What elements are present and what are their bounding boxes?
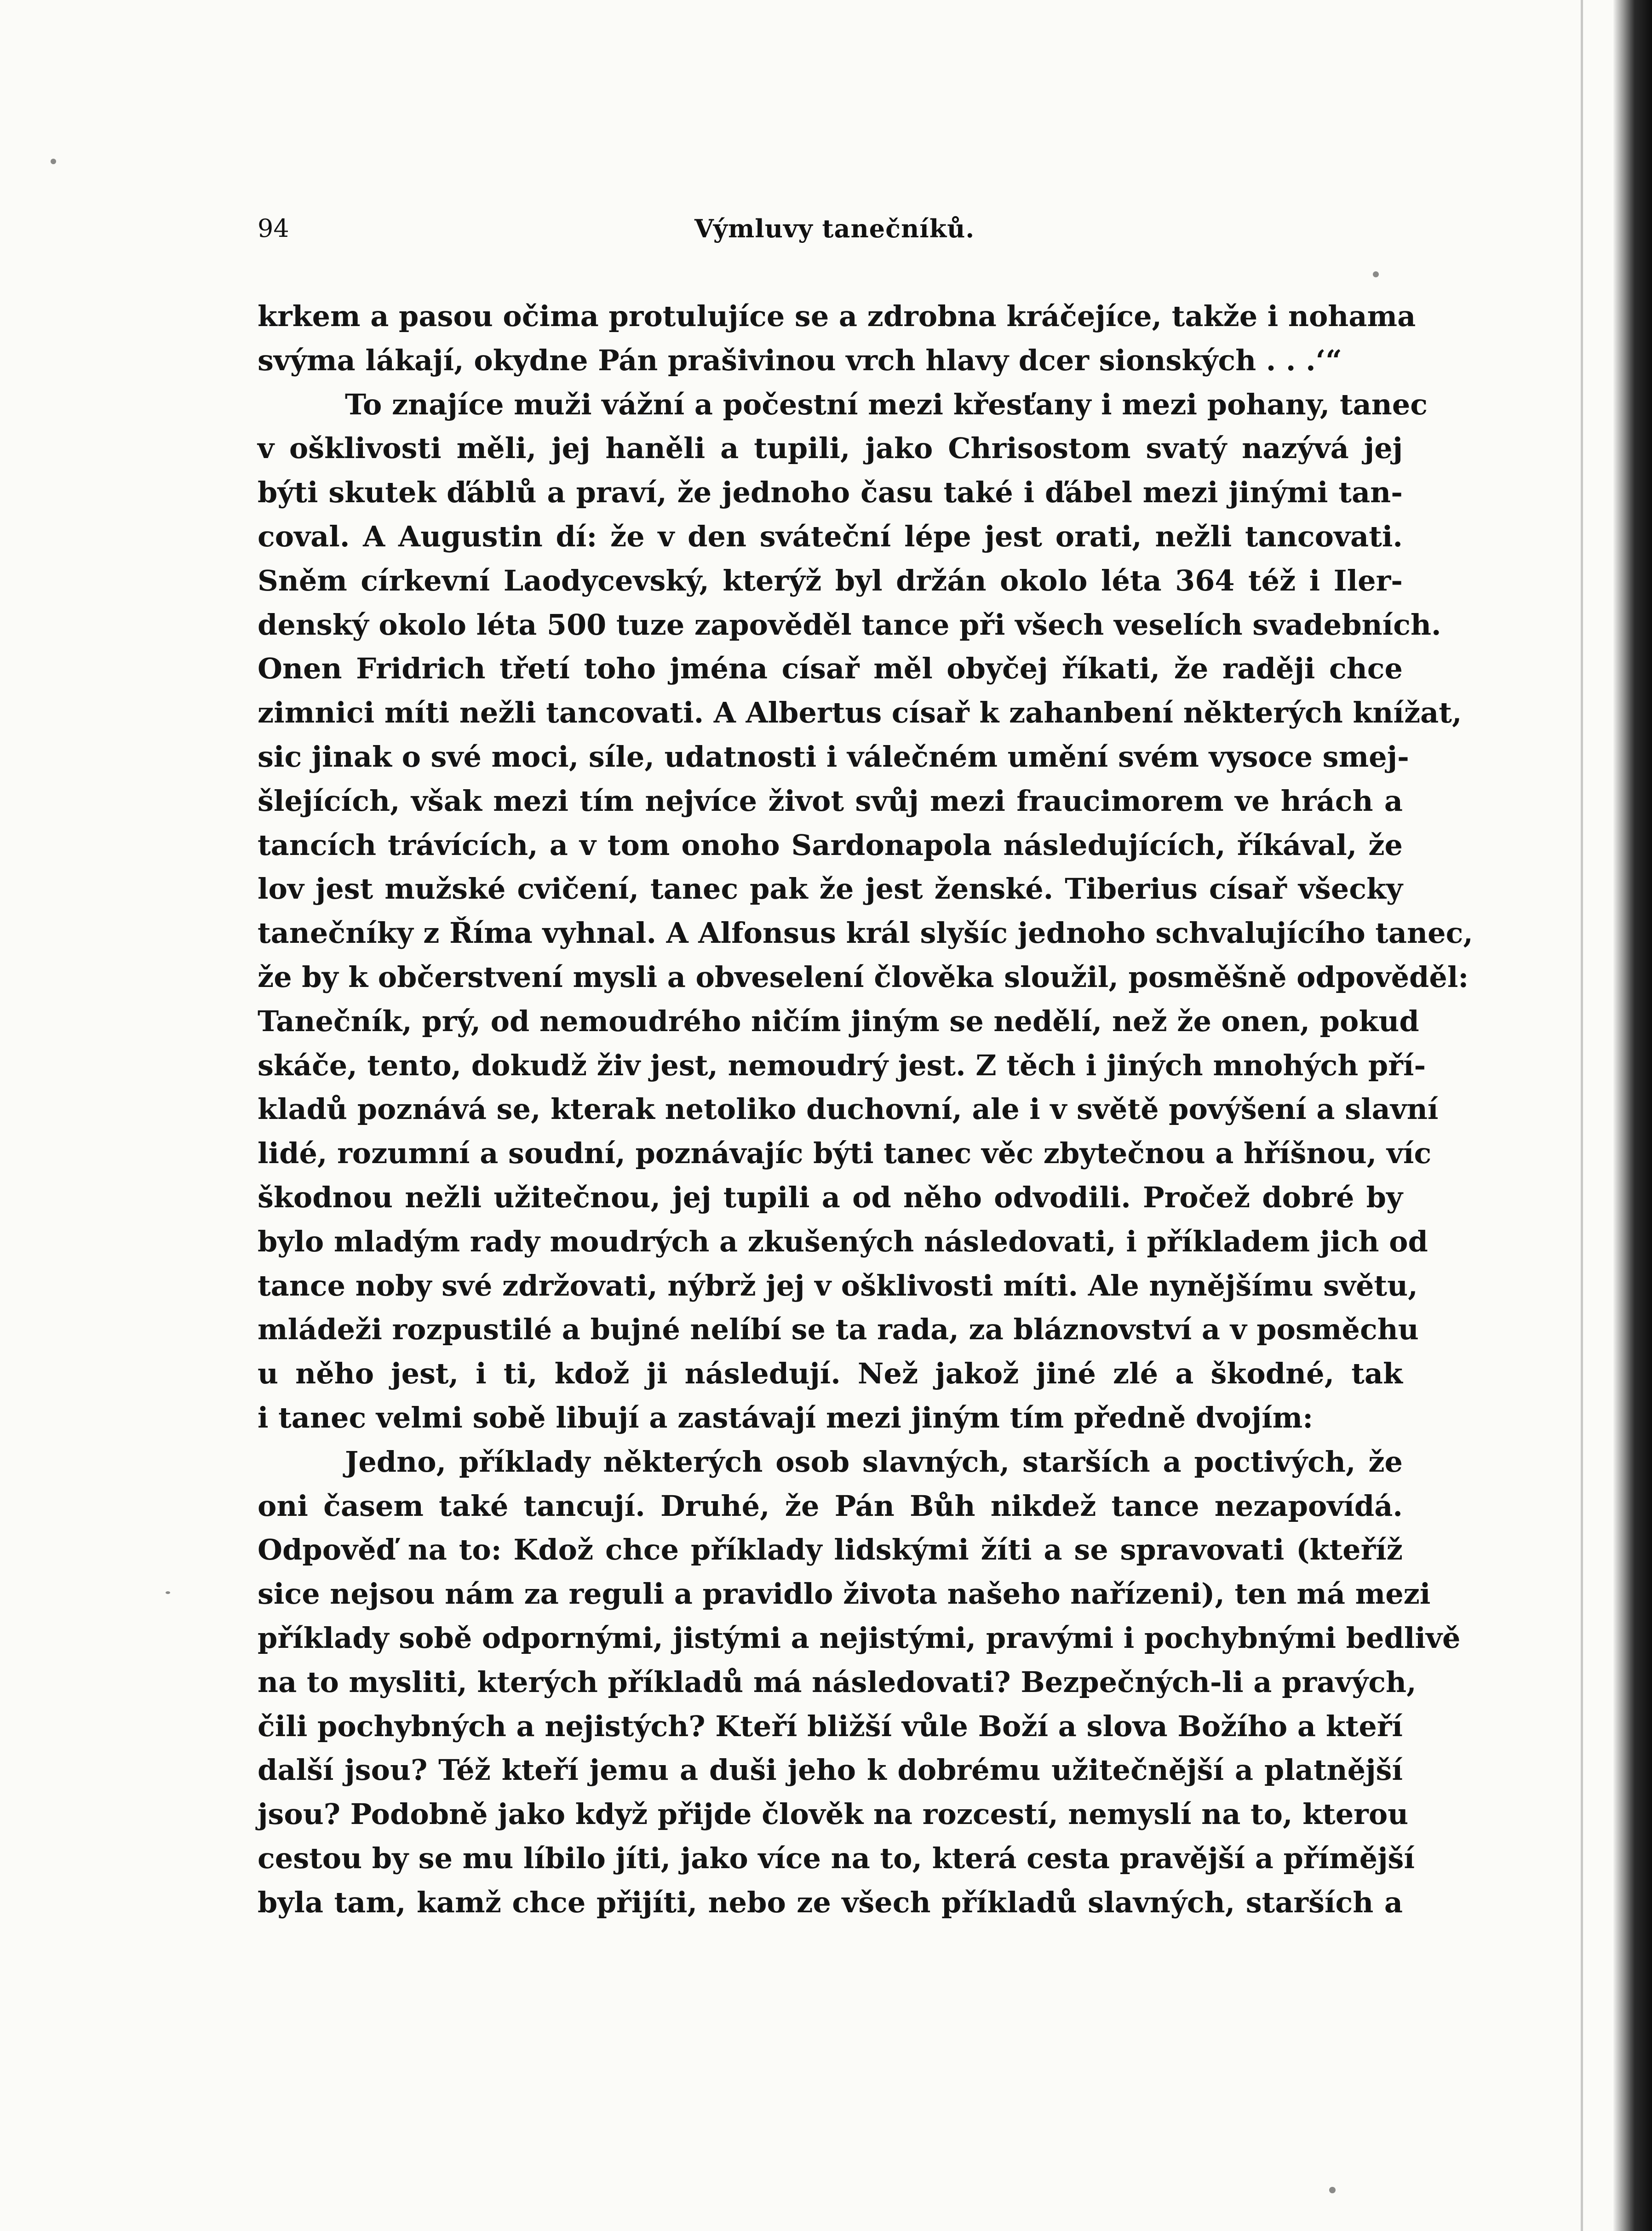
text-line: šlejících, však mezi tím nejvíce život svůj mezi fraucimorem ve hrách a (258, 784, 1403, 818)
text-line: sic jinak o své moci, síle, udatnosti i válečném umění svém vysoce smej- (258, 740, 1409, 774)
text-line: svýma lákají, okydne Pán prašivinou vrch hlavy dcer sionských . . .‘“ (258, 343, 1342, 377)
text-line: sice nejsou nám za reguli a pravidlo života našeho nařízeni), ten má mezi (258, 1577, 1431, 1611)
scan-speck (1329, 2187, 1336, 2193)
text-line: lov jest mužské cvičení, tanec pak že jest ženské. Tiberius císař všecky (258, 872, 1403, 906)
text-line: zimnici míti nežli tancovati. A Albertus císař k zahanbení některých knížat, (258, 696, 1462, 730)
text-line: lidé, rozumní a soudní, poznávajíc býti tanec věc zbytečnou a hříšnou, víc (258, 1136, 1432, 1170)
text-line: tancích trávících, a v tom onoho Sardonapola následujících, říkával, že (258, 828, 1403, 862)
page-header (258, 205, 1407, 255)
text-line: Odpověď na to: Kdož chce příklady lidskými žíti a se spravovati (kteříž (258, 1533, 1403, 1567)
text-line: skáče, tento, dokudž živ jest, nemoudrý jest. Z těch i jiných mnohých pří- (258, 1048, 1426, 1082)
text-line: Jedno, příklady některých osob slavných, starších a poctivých, že (345, 1445, 1403, 1479)
text-line: tanečníky z Říma vyhnal. A Alfonsus král slyšíc jednoho schvalujícího tanec, (258, 916, 1473, 950)
text-line: tance noby své zdržovati, nýbrž jej v ošklivosti míti. Ale nynějšímu světu, (258, 1268, 1418, 1302)
scan-speck (1373, 271, 1379, 277)
text-line: na to mysliti, kterých příkladů má následovati? Bezpečných-li a pravých, (258, 1665, 1417, 1699)
scan-speck (166, 1591, 170, 1594)
text-line: další jsou? Též kteří jemu a duši jeho k dobrému užitečnější a platnější (258, 1753, 1403, 1787)
text-line: škodnou nežli užitečnou, jej tupili a od něho odvodili. Pročež dobré by (258, 1180, 1403, 1214)
text-line: Sněm církevní Laodycevský, kterýž byl držán okolo léta 364 též i Iler- (258, 563, 1403, 597)
text-line: i tanec velmi sobě libují a zastávají mezi jiným tím předně dvojím: (258, 1400, 1314, 1434)
text-line: u něho jest, i ti, kdož ji následují. Než jakož jiné zlé a škodné, tak (258, 1357, 1403, 1391)
text-line: To znajíce muži vážní a počestní mezi křesťany i mezi pohany, tanec (345, 387, 1428, 421)
scan-speck (51, 159, 56, 164)
scan-edge-shadow (1613, 0, 1652, 2231)
text-line: oni časem také tancují. Druhé, že Pán Bůh nikdež tance nezapovídá. (258, 1489, 1403, 1523)
page-number: 94 (258, 214, 289, 243)
text-line: příklady sobě odpornými, jistými a nejistými, pravými i pochybnými bedlivě (258, 1621, 1461, 1655)
text-line: Tanečník, prý, od nemoudrého ničím jiným se nedělí, než že onen, pokud (258, 1004, 1419, 1038)
text-line: byla tam, kamž chce přijíti, nebo ze všech příkladů slavných, starších a (258, 1885, 1403, 1919)
text-line: Onen Fridrich třetí toho jména císař měl obyčej říkati, že raději chce (258, 652, 1403, 686)
text-line: coval. A Augustin dí: že v den sváteční lépe jest orati, nežli tancovati. (258, 519, 1403, 553)
scan-border-line (1581, 0, 1583, 2231)
text-line: bylo mladým rady moudrých a zkušených následovati, i příkladem jich od (258, 1224, 1428, 1258)
text-line: jsou? Podobně jako když přijde člověk na rozcestí, nemyslí na to, kterou (258, 1797, 1409, 1831)
text-line: býti skutek ďáblů a praví, že jednoho času také i ďábel mezi jinými tan- (258, 476, 1403, 510)
text-line: že by k občerstvení mysli a obveselení člověka sloužil, posměšně odpověděl: (258, 960, 1469, 994)
text-line: v ošklivosti měli, jej haněli a tupili, jako Chrisostom svatý nazývá jej (258, 431, 1403, 465)
text-line: denský okolo léta 500 tuze zapověděl tance při všech veselích svadebních. (258, 608, 1441, 642)
text-line: mládeži rozpustilé a bujné nelíbí se ta rada, za bláznovství a v posměchu (258, 1313, 1419, 1347)
text-line: čili pochybných a nejistých? Kteří bližší vůle Boží a slova Božího a kteří (258, 1709, 1403, 1743)
text-line: cestou by se mu líbilo jíti, jako více na to, která cesta pravější a přímější (258, 1841, 1415, 1875)
running-title: Výmluvy tanečníků. (694, 214, 975, 243)
text-line: krkem a pasou očima protulujíce se a zdrobna kráčejíce, takže i nohama (258, 299, 1416, 333)
text-line: kladů poznává se, kterak netoliko duchovní, ale i v světě povýšení a slavní (258, 1092, 1439, 1126)
body-text (258, 294, 1473, 1924)
